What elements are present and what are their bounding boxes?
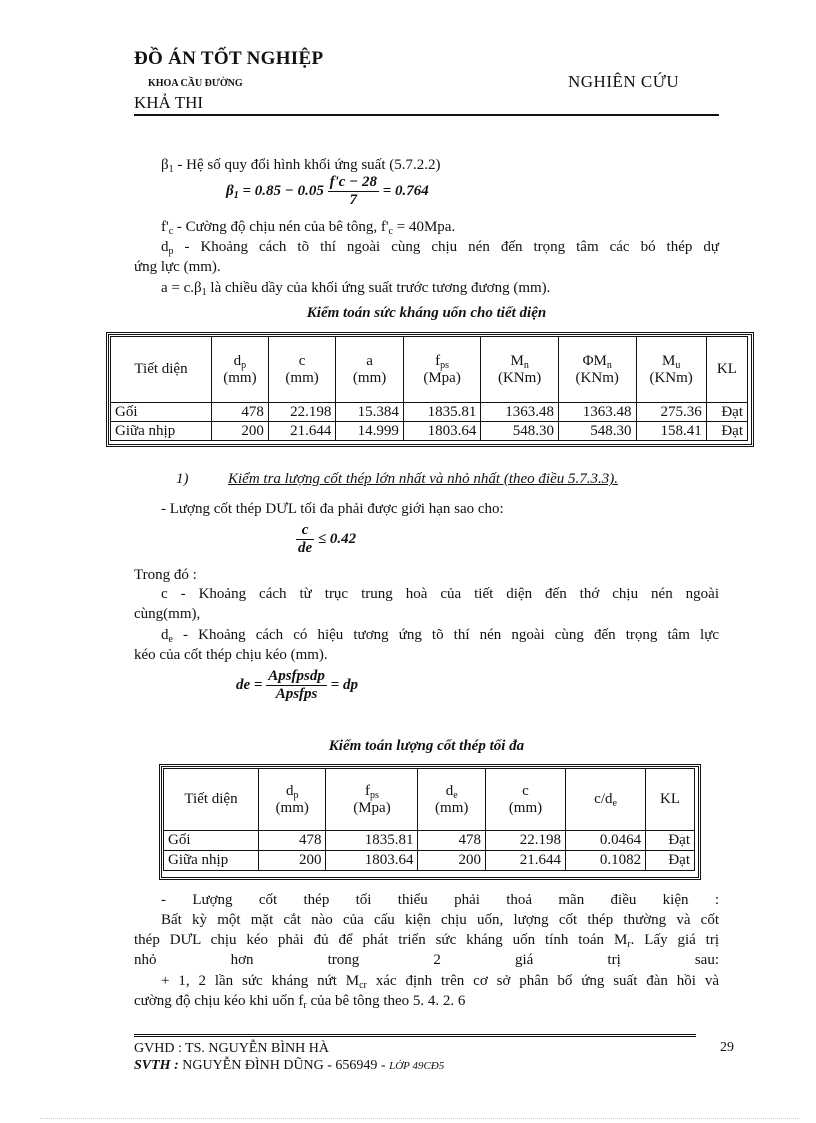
table1-header: $\Phi M_n$ (KNm): [558, 337, 636, 403]
table2-cell: 0.0464: [566, 831, 646, 851]
page-number: 29: [720, 1040, 734, 1055]
header-rule: [134, 114, 719, 116]
table1-cell: 15.384: [336, 403, 403, 422]
trong-do: Trong đó :: [134, 567, 197, 583]
table2-header: $d_e$ (mm): [418, 769, 485, 831]
mcr-condition-cont: cường độ chịu kéo khi uốn $f_r$ của bê tông theo 5. 4. 2. 6: [134, 993, 466, 1011]
header-right: NGHIÊN CỨU: [568, 72, 680, 91]
table1-cell: 478: [212, 403, 269, 422]
table1-header: Tiết diện: [111, 337, 212, 403]
table2-cell: 478: [259, 831, 326, 851]
beta-formula: $\beta_1 = 0.85 - 0.05$ $\frac{f'c - 28}{7}$ = 0.764: [226, 174, 429, 208]
beta-definition: $\beta_1$ - Hệ số quy đổi hình khối ứng suất (5.7.2.2): [161, 157, 441, 175]
table1-caption: Kiểm toán sức kháng uốn cho tiết diện: [306, 305, 547, 321]
table-row: [164, 831, 695, 851]
table1-header: c (mm): [268, 337, 335, 403]
table2-cell: Giữa nhịp: [164, 851, 259, 871]
table1-header: a (mm): [336, 337, 403, 403]
footer-advisor: GVHD : TS. NGUYỄN BÌNH HÀ: [134, 1041, 329, 1056]
table1: [110, 336, 748, 441]
table2-header: Tiết diện: [164, 769, 259, 831]
table2-cell: 1835.81: [326, 831, 418, 851]
item1-heading: Kiểm tra lượng cốt thép lớn nhất và nhỏ nhất (theo điều 5.7.3.3).: [228, 471, 618, 487]
table2-cell: 200: [259, 851, 326, 871]
table2-caption: Kiểm toán lượng cốt thép tối đa: [328, 738, 525, 754]
table1-cell: 1363.48: [481, 403, 559, 422]
dp-definition-cont: ứng lực (mm).: [134, 259, 221, 275]
mcr-condition: + 1, 2 lần sức kháng nứt $M_{cr}$ xác định trên cơ sở phân bố ứng suất đàn hồi và: [161, 973, 719, 991]
table1-cell: Đạt: [706, 403, 747, 422]
table2-cell: Đạt: [646, 851, 695, 871]
table2-cell: 200: [418, 851, 485, 871]
table1-cell: Giữa nhịp: [111, 422, 212, 441]
table1-header: $M_n$ (KNm): [481, 337, 559, 403]
table2-cell: 0.1082: [566, 851, 646, 871]
max-steel-text: - Lượng cốt thép DƯL tối đa phải được giới hạn sao cho:: [161, 501, 504, 517]
page-edge: [40, 1118, 800, 1119]
table1-cell: 21.644: [268, 422, 335, 441]
table2-cell: 1803.64: [326, 851, 418, 871]
table1-header: KL: [706, 337, 747, 403]
table2-cell: 22.198: [485, 831, 565, 851]
de-definition: $d_e$ - Khoảng cách có hiệu tương ứng tõ thí nén ngoài cùng đến trọng tâm lực: [161, 627, 719, 645]
table2-header: $f_{ps}$ (Mpa): [326, 769, 418, 831]
header-title: ĐỒ ÁN TỐT NGHIỆP: [134, 48, 324, 69]
header-left2: KHẢ THI: [134, 93, 204, 112]
table1-cell: Gối: [111, 403, 212, 422]
item1-number: 1): [176, 471, 189, 487]
any-section-cont: thép DƯL chịu kéo phải đủ để phát triển sức kháng uốn tính toán $M_r$. Lấy giá trị: [134, 932, 719, 950]
table1-cell: 548.30: [481, 422, 559, 441]
table1-cell: 200: [212, 422, 269, 441]
table-row: [164, 851, 695, 871]
c-de-formula: $\frac{c}{de}$ ≤ 0.42: [298, 522, 357, 556]
de-formula: de = $\frac{\text{Apsfpsdp}}{\text{Apsfps}}$ = dp: [236, 668, 358, 702]
footer-rule: [134, 1034, 696, 1037]
table1-header: $M_u$ (KNm): [636, 337, 706, 403]
de-definition-cont: kéo của cốt thép chịu kéo (mm).: [134, 647, 328, 663]
table1-cell: 14.999: [336, 422, 403, 441]
dp-definition: $d_p$ - Khoảng cách tõ thí ngoài cùng chịu nén đến trọng tâm các bó thép dự: [161, 239, 719, 257]
any-section-text: Bất kỳ một mặt cắt nào của cấu kiện chịu uốn, lượng cốt thép thường và cốt: [161, 912, 719, 928]
table1-cell: 1363.48: [558, 403, 636, 422]
smaller-of-two: nhỏ hơn trong 2 giá trị sau:: [134, 952, 719, 968]
table2-header: c (mm): [485, 769, 565, 831]
min-steel-text: - Lượng cốt thép tối thiểu phải thoả mãn điều kiện :: [161, 892, 719, 908]
header-department: KHOA CẦU ĐƯỜNG: [148, 78, 243, 89]
table2-cell: 21.644: [485, 851, 565, 871]
table2: [163, 768, 695, 871]
c-definition-cont: cùng(mm),: [134, 606, 201, 622]
table1-cell: 548.30: [558, 422, 636, 441]
table1-cell: 1803.64: [403, 422, 481, 441]
table2-header: $d_p$ (mm): [259, 769, 326, 831]
table2-cell: 478: [418, 831, 485, 851]
a-definition: $a = c.\beta_1$ là chiều dầy của khối ứng suất trước tương đương (mm).: [161, 280, 551, 298]
table-row: [111, 422, 748, 441]
table1-cell: 22.198: [268, 403, 335, 422]
table1-header: $d_p$ (mm): [212, 337, 269, 403]
table2-header: KL: [646, 769, 695, 831]
table2-cell: Đạt: [646, 831, 695, 851]
table1-cell: 1835.81: [403, 403, 481, 422]
table1-cell: 275.36: [636, 403, 706, 422]
table1-header: $f_{ps}$ (Mpa): [403, 337, 481, 403]
c-definition: c - Khoảng cách từ trục trung hoà của tiết diện đến thớ chịu nén ngoài: [161, 586, 719, 602]
table1-cell: 158.41: [636, 422, 706, 441]
table-row: [111, 403, 748, 422]
table2-header: $c/d_e$: [566, 769, 646, 831]
table2-cell: Gối: [164, 831, 259, 851]
table1-cell: Đạt: [706, 422, 747, 441]
fc-definition: $f'_c$ - Cường độ chịu nén của bê tông, $f'_c = 40Mpa$.: [161, 219, 456, 237]
footer-student: SVTH : NGUYỄN ĐÌNH DŨNG - 656949 - LỚP 49CĐ5: [134, 1058, 445, 1073]
